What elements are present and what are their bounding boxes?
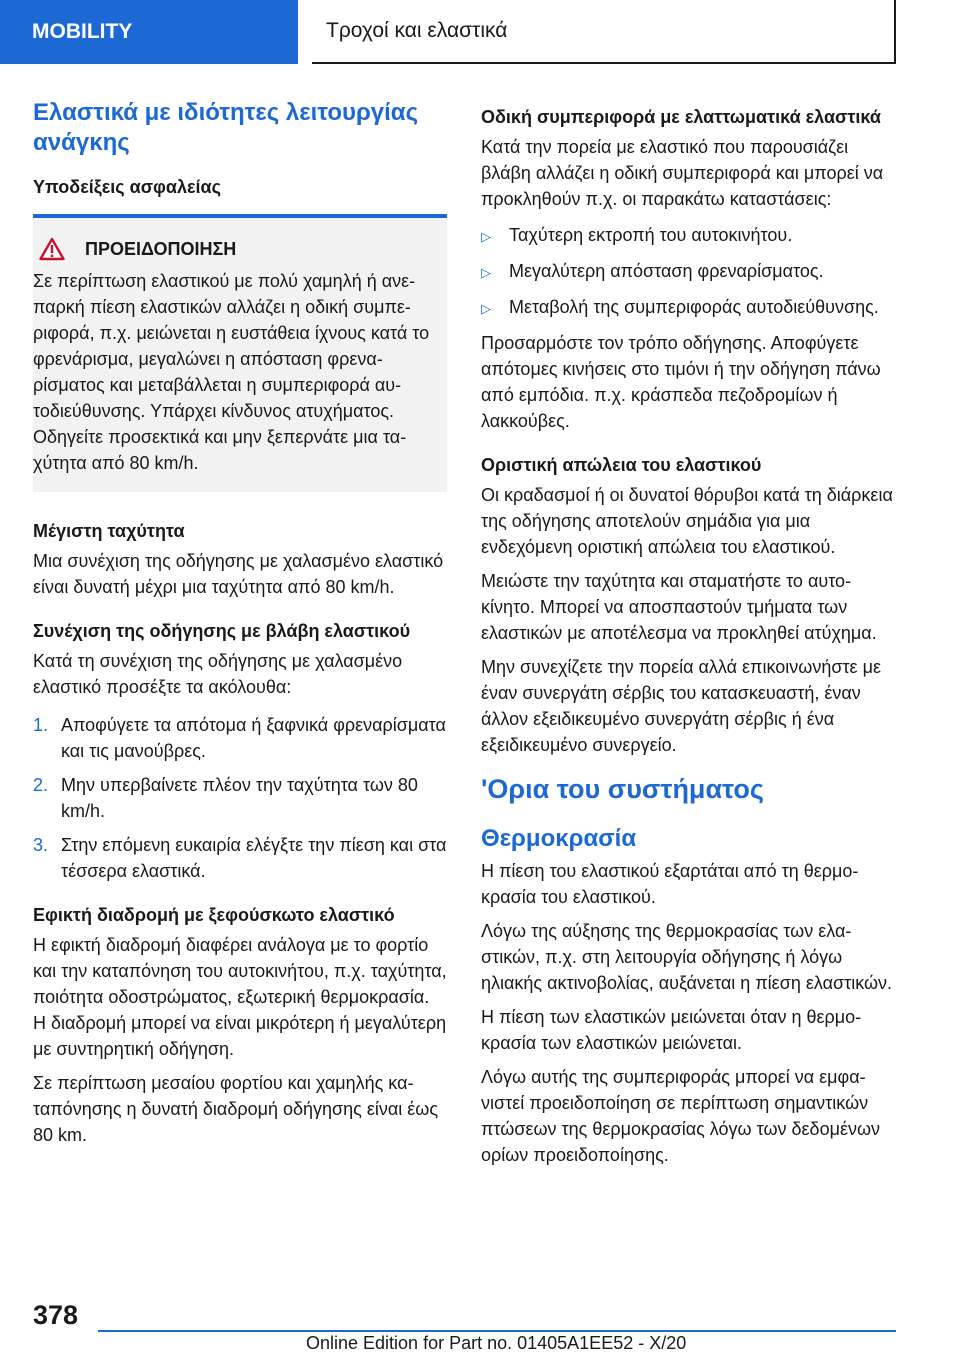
list-item (33, 772, 447, 824)
continue-driving-title: Συνέχιση της οδήγησης με βλάβη ελαστικού (33, 621, 411, 641)
bullet-text: Ταχύτερη εκτροπή του αυτοκινήτου. (509, 225, 793, 245)
range-text-2: Σε περίπτωση μεσαίου φορτίου και χαμηλής καταπόνησης η δυνατή διαδρομή οδήγησης είναι έως 80 km. (33, 1073, 439, 1145)
right-column (481, 104, 895, 1176)
tire-loss-text-3: Μην συνεχίζετε την πορεία αλλά επικοινωνήστε με έναν συνεργάτη σέρβις του κατασκευαστή, έναν άλλον εξειδικευμένο συνεργάτη σέρβις ή ένα εξειδικευμένο συνεργείο. (481, 657, 881, 755)
bullet-text: Μεγαλύτερη απόσταση φρεναρίσματος. (509, 261, 824, 281)
safety-notes-title: Υποδείξεις ασφαλείας (33, 177, 221, 197)
max-speed-title: Μέγιστη ταχύτητα (33, 521, 185, 541)
tire-loss-title: Οριστική απώλεια του ελαστικού (481, 455, 762, 475)
handling-text: Κατά την πορεία με ελαστικό που παρουσιάζει βλάβη αλλάζει η οδική συμπεριφορά και μπορεί να προκληθούν π.χ. οι παρακάτω καταστάσεις: (481, 137, 884, 209)
continue-driving-text: Κατά τη συνέχιση της οδήγησης με χαλασμένο ελαστικό προσέξτε τα ακόλουθα: (33, 651, 403, 697)
temperature-text-3: Η πίεση των ελαστικών μειώνεται όταν η θερμοκρασία των ελαστικών μειώνεται. (481, 1007, 862, 1053)
warning-box (33, 214, 447, 492)
list-item (481, 294, 895, 322)
step-text: Μην υπερβαίνετε πλέον την ταχύτητα των 80 km/h. (61, 775, 418, 821)
warning-triangle-icon (39, 237, 65, 261)
list-item (481, 222, 895, 250)
list-item (481, 258, 895, 286)
bullet-triangle-icon: ▷ (481, 265, 491, 280)
list-item (33, 712, 447, 764)
list-item (33, 832, 447, 884)
range-title: Εφικτή διαδρομή με ξεφούσκωτο ελαστικό (33, 905, 395, 925)
temperature-text-4: Λόγω αυτής της συμπεριφοράς μπορεί να εμφανιστεί προειδοποίηση σε περίπτωση σημαντικών πτώσεων της θερμοκρασίας λόγω των δεδομένων ορίων προειδοποίησης. (481, 1067, 881, 1165)
range-text-1: Η εφικτή διαδρομή διαφέρει ανάλογα με το φορτίο και την καταπόνηση του αυτοκινήτου, π.χ. ταχύτητα, ποιότητα οδοστρώματος, εξωτερική θερμοκρασία. Η διαδρομή μπορεί να είναι μικρότερη ή μεγαλύτερη με συντηρητική οδήγηση. (33, 935, 447, 1059)
edition-note: Online Edition for Part no. 01405A1EE52 - X/20 (306, 1333, 687, 1353)
bullet-triangle-icon: ▷ (481, 301, 491, 316)
warning-header (33, 236, 447, 262)
temperature-text-1: Η πίεση του ελαστικού εξαρτάται από τη θερμοκρασία του ελαστικού. (481, 861, 859, 907)
tire-loss-text-1: Οι κραδασμοί ή οι δυνατοί θόρυβοι κατά τη διάρκεια της οδήγησης αποτελούν σημάδια για μια ενδεχόμενη οριστική απώλεια του ελαστικού. (481, 485, 893, 557)
system-limits-heading: 'Ορια του συστήματος (481, 774, 764, 804)
bullet-triangle-icon: ▷ (481, 229, 491, 244)
section-tab: MOBILITY (0, 0, 298, 64)
step-number: 1. (33, 715, 49, 735)
page-number: 378 (33, 1300, 79, 1330)
handling-advice-text: Προσαρμόστε τον τρόπο οδήγησης. Αποφύγετε απότομες κινήσεις στο τιμόνι ή την οδήγηση πάνω από εμπόδια. π.χ. κράσπεδα πεζοδρομίων ή λακκούβες. (481, 333, 881, 431)
warning-title: ΠΡΟΕΙΔΟΠΟΙΗΣΗ (85, 239, 237, 259)
chapter-title: Τροχοί και ελαστικά (312, 0, 896, 64)
temperature-heading: Θερμοκρασία (481, 825, 637, 852)
step-text: Αποφύγετε τα απότομα ή ξαφνικά φρεναρίσματα και τις μανούβρες. (61, 715, 446, 761)
left-column (33, 98, 447, 1156)
step-number: 2. (33, 775, 49, 795)
handling-title: Οδική συμπεριφορά με ελαττωματικά ελαστικά (481, 107, 881, 127)
steps-list (33, 712, 447, 884)
bullet-text: Μεταβολή της συμπεριφοράς αυτοδιεύθυνσης. (509, 297, 879, 317)
effects-list (481, 222, 895, 322)
warning-text: Σε περίπτωση ελαστικού με πολύ χαμηλή ή ανεπαρκή πίεση ελαστικών αλλάζει η οδική συμπεριφορά, π.χ. μειώνεται η ευστάθεια ίχνους κατά το φρενάρισμα, μεγαλώνει η απόσταση φρεναρίσματος και μεταβάλλεται η συμπεριφορά αυτοδιεύθυνσης. Υπάρχει κίνδυνος ατυχήματος. Οδηγείτε προσεκτικά και μην ξεπερνάτε μια ταχύτητα από 80 km/h. (33, 271, 430, 473)
step-number: 3. (33, 835, 49, 855)
temperature-text-2: Λόγω της αύξησης της θερμοκρασίας των ελαστικών, π.χ. στη λειτουργία οδήγησης ή λόγω ηλιακής ακτινοβολίας, αυξάνεται η πίεση ελαστικών. (481, 921, 893, 993)
footer-divider (98, 1330, 896, 1332)
tire-loss-text-2: Μειώστε την ταχύτητα και σταματήστε το αυτοκίνητο. Μπορεί να αποσπαστούν τμήματα των ελαστικών με αποτέλεσμα να προκληθεί ατύχημα. (481, 571, 877, 643)
max-speed-text: Μια συνέχιση της οδήγησης με χαλασμένο ελαστικό είναι δυνατή μέχρι μια ταχύτητα από 80 km/h. (33, 551, 444, 597)
run-flat-heading: Ελαστικά με ιδιότητες λειτουργίας ανάγκης (33, 99, 419, 156)
step-text: Στην επόμενη ευκαιρία ελέγξτε την πίεση και στα τέσσερα ελαστικά. (61, 835, 447, 881)
